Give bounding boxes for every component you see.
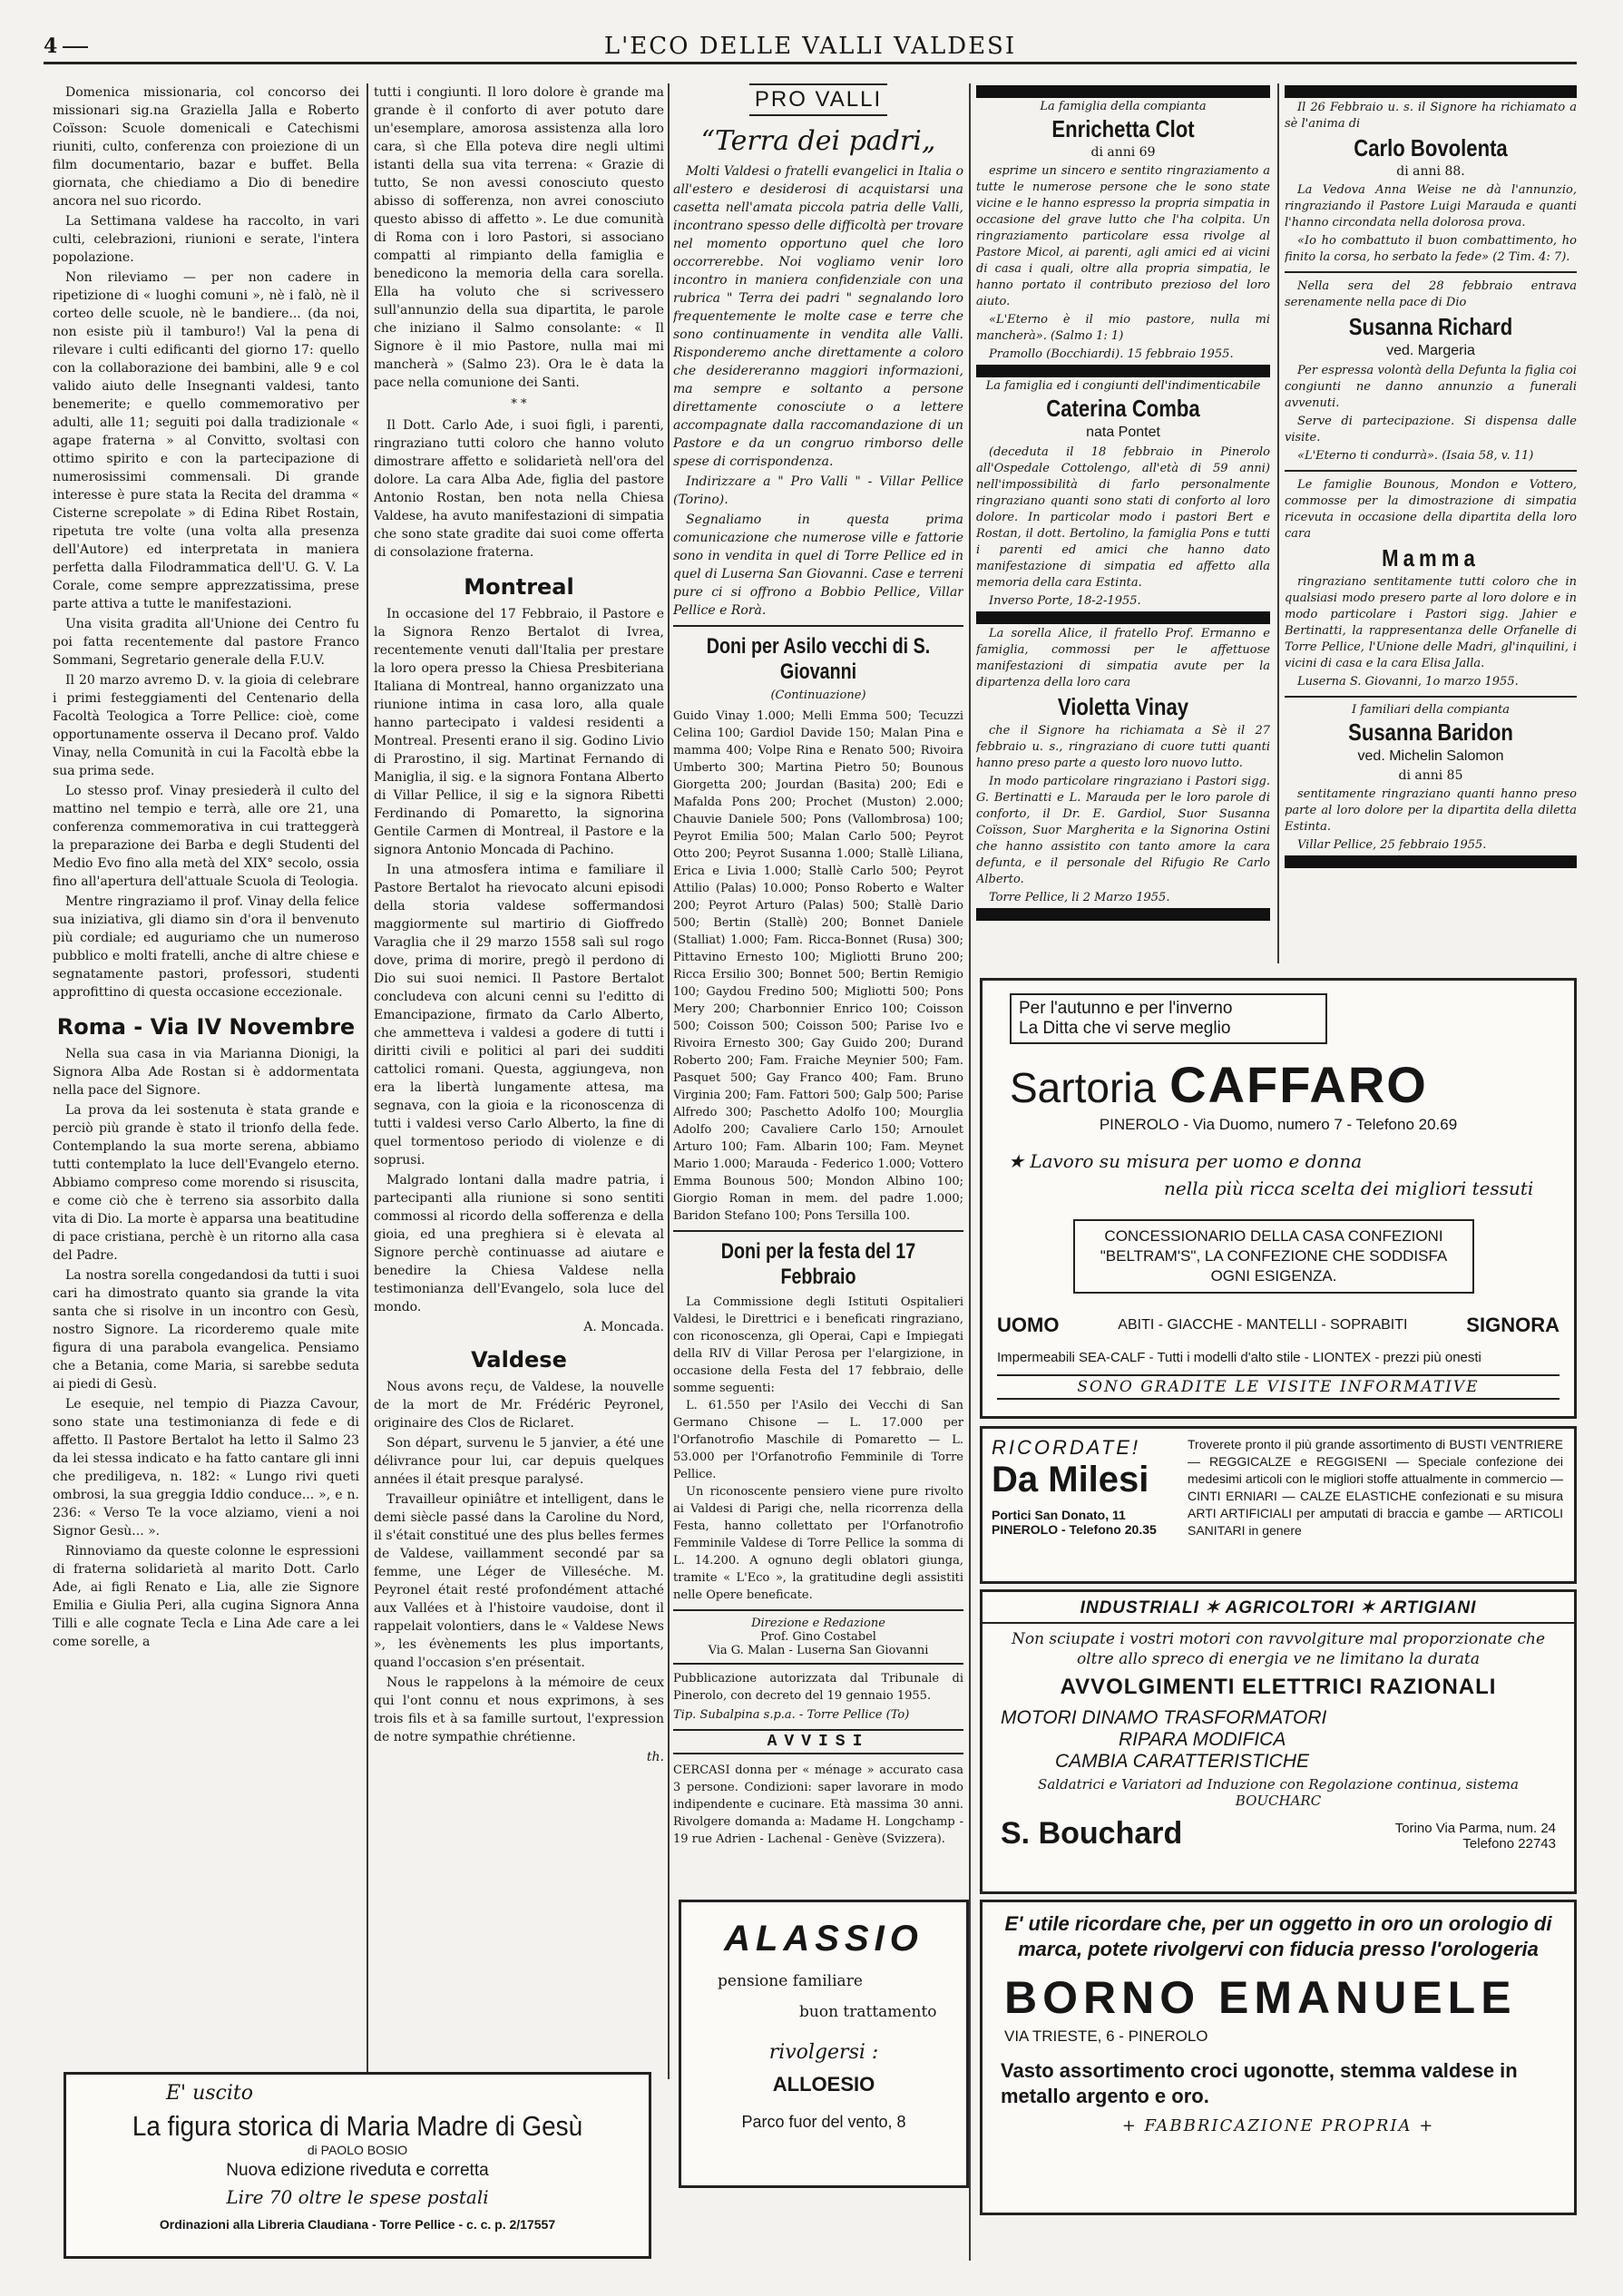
obituary-border [1285, 855, 1577, 868]
ad-alassio-line: buon trattamento [799, 2003, 937, 2021]
obituary-text: In modo particolare ringraziano i Pastori sigg. G. Bertinatti e L. Marauda per le loro parole di conforto, il Dr. E. Gardiol, Suor Susanna Coïsson, Suor Margherita e la Signorina Ostini che hanno assistito con tanto amore la cara defunta, e il personale del Rifugio Re Carlo Alberto. [976, 775, 1270, 886]
ad-borno-footer: + FABBRICAZIONE PROPRIA + [1121, 2116, 1435, 2135]
ad-alassio [679, 1900, 969, 2188]
column-rule [668, 83, 670, 2079]
obituary-text: sentitamente ringraziano quanti hanno preso parte al loro dolore per la dipartita della diletta Estinta. [1285, 787, 1577, 834]
ad-milesi-reminder: RICORDATE! [992, 1436, 1141, 1459]
article-paragraph: La nostra sorella congedandosi da tutti i suoi cari ha dimostrato quanto sia grande la vita santa che si risolve in un incontro con Gesù, nostro Signore. La ricorderemo quale mite figura di una parabola evangelica. Pensiamo che a Betania, come Maria, si sarebbe seduta ai piedi di Gesù. [53, 1268, 359, 1392]
direction-address: Via G. Malan - Luserna San Giovanni [708, 1644, 929, 1657]
obituary-age: di anni 69 [1090, 145, 1156, 160]
article-paragraph: Molti Valdesi o fratelli evangelici in Italia o all'estero e desiderosi di acquistarsi una casetta nell'amata piccola patria delle Valli, incontrano spesso delle difficoltà per trovare nel momento opportuno quel che loro occorrerebbe. Noi vogliamo venir loro incontro in maniera confidenziale con una rubrica " Terra dei padri " segnalando loro frequentemente le molte case e terre che sono continuamente in vendita alle Valli. Risponderemo anche direttamente a coloro che desidereranno maggiori informazioni, ma sempre e soltanto a persone direttamente conosciute o a lettere accompagnate dalla raccomandazione di un Pastore e da un congruo rimborso delle spese di corrispondenza. [673, 164, 963, 469]
obituaries-column-a [976, 83, 1270, 963]
ad-borno-emanuele [980, 1900, 1577, 2215]
obituary-age: di anni 88. [1396, 164, 1465, 179]
obituary-place: Villar Pellice, 25 febbraio 1955. [1297, 838, 1487, 852]
article-paragraph: In occasione del 17 Febbraio, il Pastore e la Signora Renzo Bertalot di Ivrea, recentemente venuti dall'Italia per prestare la loro opera presso la Chiesa Presbiteriana Italiana di Montreal, hanno organizzato una riunione intima in casa loro, alla quale hanno partecipato i valdesi residenti a Montreal. Presenti erano il sig. Godino Livio di Prarostino, il sig. Martinat Fernando di Maniglia, il sig. e la signora Fontana Alberto di Villar Pellice, il sig e la signora Ribetti Ferdinando di Pomaretto, la signorina Gentile Carmen di Montreal, il Pastore e la signora Antonio Moncada di Pachino. [374, 607, 664, 857]
ad-category-signora: SIGNORA [1466, 1314, 1559, 1336]
article-paragraph: Domenica missionaria, col concorso dei missionari sig.na Graziella Jalla e Roberto Coïsson: Scuole domenicali e Catechismi riuniti, culto, conferenza con proiezione di un film documentario, bazar e buffet. Bella giornata, che chiediamo a Dio di benedire ancora nel suo ricordo. [53, 85, 359, 209]
obituary-name: Carlo Bovolenta [1354, 134, 1508, 161]
ad-bouchard-line: MOTORI DINAMO TRASFORMATORI [1001, 1707, 1327, 1728]
obituary-maiden-name: ved. Margeria [1386, 343, 1475, 358]
article-paragraph: tutti i congiunti. Il loro dolore è grande ma grande è il conforto di aver potuto dare un'esemplare, amorosa assistenza alla loro cara, sì che Ella poteva dire negli ultimi istanti della sua vita terrena: « Grazie di tutto, Se non avessi conosciuto questo abisso di sofferenza, non avrei conosciuto questo abisso di affetto ». Le due comunità di Roma con i loro Pastori, si associano compatti al rimpianto della famiglia e benedicono la memoria della cara sorella. Ella ha voluto che si scrivessero sull'annunzio della sua dipartita, le parole che iniziano il Salmo consolante: « Il Signore è il mio Pastore, nulla mai mi mancherà » (Salmo 23). Ora le è data la pace nella comunione dei Santi. [374, 85, 664, 390]
section-heading-doni-asilo: Doni per Asilo vecchi di S. Giovanni [706, 634, 931, 684]
obituary-border [976, 908, 1270, 921]
column-rule [1277, 83, 1279, 963]
obituary-border [976, 85, 1270, 98]
ad-book-title: La figura storica di Maria Madre di Gesù [132, 2110, 583, 2142]
ad-milesi-text: Troverete pronto il più grande assortimento di BUSTI VENTRIERE — REGGICALZE e REGGISENI — Speciale confezione dei medesimi articoli con le migliori stoffe attualmente in commercio — CINTI ERNIARI — CALZE ELASTICHE confezionati e su misura ARTI ARTIFICIALI per amputati di braccia e gambe — ARTICOLI SANITARI in genere [1188, 1437, 1563, 1538]
column-2 [374, 83, 664, 2066]
publication-authorization: Pubblicazione autorizzata dal Tribunale di Pinerolo, con decreto del 19 gennaio 1955. [673, 1672, 963, 1703]
ad-bouchard [980, 1589, 1577, 1894]
article-paragraph: Travailleur opiniâtre et intelligent, dans le demi siècle passé dans la Caroline du Nord, il s'était constitué une des plus belles fermes de Valdese, vaillamment secondé par sa femme, une Léger de Villeséche. M. Peyronel était resté profondément attaché aux Vallées et à l'histoire vaudoise, dont il rappelait volontiers, dans le « Valdese News », les évènements les plus importants, quand l'occasion s'en présentait. [374, 1492, 664, 1670]
obituary-text: Nella sera del 28 febbraio entrava serenamente nella pace di Dio [1285, 279, 1577, 309]
ad-slogan: ★ Lavoro su misura per uomo e donna [1008, 1150, 1363, 1172]
obituary-text: Il 26 Febbraio u. s. il Signore ha richiamato a sè l'anima di [1285, 101, 1577, 131]
obituary-place: Inverso Porte, 18-2-1955. [989, 594, 1141, 608]
obituary-name: Mamma [1382, 544, 1480, 572]
column-rule [367, 83, 368, 2079]
obituary-name: Violetta Vinay [1057, 693, 1189, 720]
pro-valli-kicker: PRO VALLI [749, 83, 887, 116]
ad-borno-footer-text: FABBRICAZIONE PROPRIA [1144, 2116, 1413, 2135]
ad-fabrics: Impermeabili SEA-CALF - Tutti i modelli d'alto stile - LIONTEX - prezzi più onesti [997, 1350, 1481, 1365]
article-paragraph: Un riconoscente pensiero viene pure rivolto ai Valdesi di Parigi che, nella ricorrenza della Festa, hanno collettato per l'Orfanotrofio Femminile Valdese di Torre Pellice la somma di L. 14.200. A ognuno degli oblatori giunga, tramite « L'Eco », la gratitudine degli assistiti nelle Opere beneficate. [673, 1485, 963, 1602]
page-number: 4 [44, 34, 88, 58]
ad-bouchard-address [1395, 1821, 1556, 1851]
obituary-maiden-name: ved. Michelin Salomon [1357, 748, 1504, 764]
ad-alassio-address: Parco fuor del vento, 8 [741, 2113, 906, 2131]
ad-brand-prefix: Sartoria [1010, 1064, 1157, 1111]
obituary-border [976, 365, 1270, 377]
ad-bouchard-name: S. Bouchard [1001, 1816, 1183, 1851]
ad-bouchard-line: CAMBIA CARATTERISTICHE [1055, 1751, 1310, 1772]
ad-milesi-name: Da Milesi [992, 1460, 1149, 1500]
obituary-border [976, 611, 1270, 624]
divider [1285, 271, 1577, 273]
obituaries-column-b [1285, 83, 1577, 963]
column-1 [53, 83, 359, 2066]
obituary-text: La sorella Alice, il fratello Prof. Ermanno e famiglia, commossi per le affettuose manifestazioni di simpatia avute per la dipartenza della loro cara [976, 627, 1270, 689]
article-paragraph: Le esequie, nel tempio di Piazza Cavour, sono state una testimonianza di fede e di affetto. Il Pastore Bertalot ha letto il Salmo 23 da lei stessa indicato e ha fatto cantare gli inni che prediligeva, n. 182: « Lungo rivi queti ombrosi, la sua greggia Iddio conduce... », e n. 236: « Verso Te la voce alziamo, vieni a noi Signor Gesù... ». [53, 1397, 359, 1539]
article-paragraph: Una visita gradita all'Unione dei Centro fu poi fatta recentemente dal pastore Franco Sommani, Segretario generale della F.U.V. [53, 617, 359, 668]
newspaper-title: L'ECO DELLE VALLI VALDESI [603, 33, 1017, 60]
obituary-place: Luserna S. Giovanni, 1o marzo 1955. [1297, 675, 1519, 689]
article-paragraph: La Commissione degli Istituti Ospitalieri Valdesi, le Direttrici e i beneficati ringraziano, con riconoscenza, gli Operai, Capi e Impiegati della RIV di Villar Perosa per l'elargizione, in occasione della Festa del 17 febbraio, delle somme seguenti: [673, 1295, 963, 1395]
obituary-label: La famiglia ed i congiunti dell'indimenticabile [985, 379, 1261, 393]
ad-footer: SONO GRADITE LE VISITE INFORMATIVE [997, 1374, 1559, 1400]
article-paragraph: Mentre ringraziamo il prof. Vinay della felice sua iniziativa, gli diamo sin d'ora il benvenuto più cordiale; ed auguriamo che un numeroso pubblico e molti fratelli, anche di altre chiese e segnatamente pastori, professori, studenti approfittino di questa occasione eccezionale. [53, 894, 359, 1000]
obituary-name: Susanna Richard [1348, 313, 1513, 340]
section-heading-doni-festa: Doni per la festa del 17 Febbraio [720, 1239, 916, 1289]
article-paragraph: Il Dott. Carlo Ade, i suoi figli, i parenti, ringraziano tutti coloro che hanno voluto dimostrare affetto e solidarietà nell'ora del dolore. La cara Alba Ade, figlia del pastore Antonio Rostan, ben nota nella Chiesa Valdese, ha avuto manifestazioni di simpatia che sono state gradite dai suoi come offerta di consolazione fraterna. [374, 418, 664, 560]
ad-category-uomo: UOMO [997, 1314, 1060, 1336]
article-paragraph: Nous avons reçu, de Valdese, la nouvelle de la mort de Mr. Frédéric Peyronel, originaire des Clos de Riclaret. [374, 1380, 664, 1431]
ad-category-items: ABITI - GIACCHE - MANTELLI - SOPRABITI [1118, 1317, 1408, 1333]
obituary-quote: «L'Eterno ti condurrà». (Isaia 58, v. 11) [1297, 449, 1534, 463]
ad-milesi-address: Portici San Donato, 11 [992, 1508, 1126, 1522]
ad-tagline: La Ditta che vi serve meglio [1019, 1019, 1231, 1038]
ad-slogan-text: Lavoro su misura per uomo e donna [1030, 1150, 1363, 1172]
ad-bouchard-intro: Non sciupate i vostri motori con ravvolgiture mal proporzionate che oltre allo spreco di energia ve ne limitano la durata [1011, 1630, 1546, 1668]
obituary-quote: «Io ho combattuto il buon combattimento, ho finito la corsa, ho serbato la fede» (2 Tim. 4: 7). [1285, 234, 1577, 264]
divider [673, 625, 963, 627]
article-paragraph: Rinnoviamo da queste colonne le espressioni di fraterna solidarietà al marito Dott. Carlo Ade, ai figli Renato e Lia, alle zie Signore Emilia e Giulia Peri, alla cugina Signora Anna Tilli e alle cognate Tecla e Lina Ade care a lei come sorelle, a [53, 1544, 359, 1649]
ad-book-price: Lire 70 oltre le spese postali [226, 2186, 489, 2208]
obituary-text: Per espressa volontà della Defunta la figlia coi congiunti ne danno annunzio a funerali avvenuti. [1285, 364, 1577, 410]
column-rule [969, 83, 971, 2261]
ad-alassio-contact-label: rivolgersi : [768, 2041, 879, 2064]
article-paragraph: La Settimana valdese ha raccolto, in vari culti, celebrazioni, riunioni e serate, l'intera popolazione. [53, 214, 359, 265]
page-header [44, 27, 1577, 64]
divider [1285, 470, 1577, 472]
obituary-label: I familiari della compianta [1351, 703, 1511, 717]
article-signature: A. Moncada. [583, 1320, 664, 1334]
pro-valli-title: “Terra dei padri„ [700, 125, 936, 157]
ad-bouchard-footer [1001, 1816, 1556, 1851]
ad-brand [1010, 1055, 1574, 1114]
ad-sartoria-caffaro [980, 978, 1577, 1419]
article-paragraph: Indirizzare a " Pro Valli " - Villar Pellice (Torino). [673, 474, 963, 507]
article-paragraph: La prova da lei sostenuta è stata grande e perciò più grande è stato il trionfo della fede. Contemplando la sua morte serena, abbiamo tutti contemplato la luce dell'Evangelo eterno. Abbiamo compreso come morendo si risuscita, e come ciò che è terreno sia assorbito dalla vita di Dio. La morte è apparsa una beatitudine di pace cristiana, perchè è un ritorno alla casa del Padre. [53, 1103, 359, 1263]
ad-bouchard-audience: INDUSTRIALI ✶ AGRICOLTORI ✶ ARTIGIANI [983, 1597, 1574, 1624]
ad-tagline: Per l'autunno e per l'inverno [1019, 999, 1233, 1018]
article-paragraph: Il 20 marzo avremo D. v. la gioia di celebrare i primi festeggiamenti del Centenario della Facoltà Teologica a Torre Pellice: cioè, come opportunamente osserva il Decano prof. Valdo Vinay, nella Comunità in cui la Facoltà ebbe la sua prima sede. [53, 673, 359, 778]
printer-line: Tip. Subalpina s.p.a. - Torre Pellice (To) [673, 1708, 910, 1722]
article-paragraph: In una atmosfera intima e familiare il Pastore Bertalot ha rievocato alcuni episodi della storia valdese soffermandosi maggiormente sul martirio di Gioffredo Varaglia che il 29 marzo 1558 salì sul rogo dove, prima di morire, pregò il perdono di Dio sui suoi nemici. Il Pastore Bertalot concludeva con alcuni cenni su l'editto di Emancipazione, firmato da Carlo Alberto, che ammetteva i valdesi a godere di tutti i diritti civili e politici al pari dei sudditi cattolici romani. Questa, aggiungeva, non era la libertà lungamente attesa, ma segnava, con la gioia e la riconoscenza di tutti i valdesi verso Carlo Alberto, la fine di quel tormentoso periodo di violenze e di soprusi. [374, 863, 664, 1168]
section-heading-valdese: Valdese [471, 1347, 567, 1373]
ad-book-edition: Nuova edizione riveduta e corretta [226, 2161, 489, 2180]
section-heading-montreal: Montreal [464, 574, 574, 600]
article-paragraph: Lo stesso prof. Vinay presiederà il culto del mattino nel tempio e terrà, alle ore 21, una conferenza commemorativa in cui tratteggerà la preparazione dei Barba e degli Studenti del Medio Evo fino alla metà del XIX° secolo, ossia fino all'apertura dell'attuale Scuola di Teologia. [53, 784, 359, 889]
ad-alassio-line: pensione familiare [718, 1972, 863, 1990]
avvisi-heading: AVVISI [673, 1729, 963, 1754]
ad-milesi-address: PINEROLO - Telefono 20.35 [992, 1522, 1157, 1537]
obituary-age: di anni 85 [1398, 768, 1463, 783]
article-paragraph: Nella sua casa in via Marianna Dionigi, la Signora Alba Ade Rostan si è addormentata nella pace del Signore. [53, 1047, 359, 1098]
ad-bouchard-line: Saldatrici e Variatori ad Induzione con Regolazione continua, sistema BOUCHARC [1038, 1776, 1519, 1809]
ad-alassio-name: ALASSIO [724, 1919, 924, 1959]
obituary-border [1285, 85, 1577, 98]
obituary-name: Enrichetta Clot [1051, 115, 1195, 142]
ad-milesi-brand [992, 1436, 1182, 1537]
ad-categories [997, 1314, 1559, 1337]
divider [673, 1230, 963, 1232]
pro-valli-header [673, 83, 963, 157]
article-paragraph: Nous le rappelons à la mémoire de ceux qui l'ont connu et nous exprimons, à ses trois fils et à sa famille surtout, l'expression de notre sympathie chrétienne. [374, 1676, 664, 1744]
article-paragraph: Son départ, survenu le 5 janvier, a été une délivrance pour lui, car depuis quelques années il était presque paralysé. [374, 1436, 664, 1487]
ad-book-kicker: E' uscito [166, 2082, 254, 2105]
article-paragraph: Segnaliamo in questa prima comunicazione che numerose ville e fattorie sono in vendita in quel di Torre Pellice ed in quel di Luserna San Giovanni. Case e terreni pure ci si offrono a Bobbio Pellice, Villar Pellice e Rorà. [673, 513, 963, 618]
obituary-place: Pramollo (Bocchiardi). 15 febbraio 1955. [989, 347, 1234, 361]
ad-borno-address: VIA TRIESTE, 6 - PINEROLO [1004, 2027, 1208, 2045]
ad-bouchard-headline: AVVOLGIMENTI ELETTRICI RAZIONALI [1060, 1675, 1497, 1699]
divider [1285, 696, 1577, 698]
ad-bouchard-address-line: Torino Via Parma, num. 24 [1394, 1821, 1556, 1836]
ad-da-milesi [980, 1426, 1577, 1584]
ad-address: PINEROLO - Via Duomo, numero 7 - Telefono 20.69 [1099, 1116, 1458, 1133]
ad-tagline-box [1010, 993, 1327, 1044]
article-paragraph: Non rileviamo — per non cadere in ripetizione di « luoghi comuni », nè i falò, nè il corteo delle scuole, nè le bandiere... (da noi, non esiste più il tamburo!) Val la pena di rilevare i culti edificanti del giorno 17: quello con la collaborazione dei bambini, alle 9 e col valido aiuto delle Insegnanti valdesi, tanto benemerite; e quello commemorativo per adulti, alle 11; seguiti poi dalla tradizionale « agape fraterna » al Convitto, svoltasi con ottimo spirito e con la partecipazione di numerosissimi commensali. Di grande interesse è pure stata la Recita del dramma « Cisterne screpolate » di Edina Ribet Rostain, ripetuta tre volte (una volta alla presenza dell'Autore) ed interpretata in maniera perfetta dalla Filodrammatica dell'U. G. V. La Corale, come sempre apprezzatissima, prese parte attiva a tutte le manifestazioni. [53, 270, 359, 611]
obituary-name: Caterina Comba [1046, 395, 1200, 422]
ad-brand-name: CAFFARO [1169, 1056, 1428, 1113]
obituary-label: La famiglia della compianta [1040, 100, 1207, 113]
ad-bouchard-line: RIPARA MODIFICA [1119, 1729, 1286, 1750]
obituary-name: Susanna Baridon [1348, 718, 1513, 746]
ad-bouchard-address-line: Telefono 22743 [1462, 1836, 1556, 1851]
classified-ad: CERCASI donna per « ménage » accurato casa 3 persone. Condizioni: saper lavorare in modo indipendente e cucinare. Età massima 30 anni. Rivolgere domanda a: Madame H. Longchamp - 19 rue Adrien - Lachenal - Genève (Svizzera). [673, 1764, 963, 1846]
column-3 [673, 83, 963, 1966]
separator-stars: * * [511, 397, 527, 411]
ad-book-maria [64, 2072, 651, 2259]
obituary-text: esprime un sincero e sentito ringraziamento a tutte le numerose persone che le sono state vicine e le hanno espresso la propria simpatia in occasione del grave lutto che l'ha colpita. Un ringraziamento particolare essa rivolge al Pastore Micol, ai parenti, agli amici ed ai vicini di casa i quali, oltre alla propria simpatia, le hanno portato il contributo prezioso del loro aiuto. [976, 164, 1270, 308]
article-signature: th. [646, 1750, 664, 1764]
obituary-text: La Vedova Anna Weise ne dà l'annunzio, ringraziando il Pastore Luigi Marauda e quanti l'hanno circondata nella dolorosa prova. [1285, 183, 1577, 230]
ad-borno-name: BORNO EMANUELE [1004, 1972, 1517, 2023]
obituary-text: Serve di partecipazione. Si dispensa dalle visite. [1285, 415, 1577, 445]
obituary-text: ringraziano sentitamente tutti coloro che in qualsiasi modo presero parte al loro dolore e in modo particolare i Pastori sigg. Jahier e Bertinatti, la rappresentanza delle Orfanelle di Torre Pellice, l'Unione delle Madri, gl'inquilini, i vicini di casa e la cara Elisa Jalla. [1285, 575, 1577, 670]
donations-list: Guido Vinay 1.000; Melli Emma 500; Tecuzzi Celina 100; Gardiol Davide 150; Malan Pina e mamma 400; Volpe Rina e Renato 500; Rivoira Umberto 300; Martina Pietro 50; Bounous Giorgetta 200; Jourdan (Basita) 200; Edi e Mafalda Pons 200; Prochet (Muston) 2.000; Chauvie Daniele 500; Pons (Vallombrosa) 100; Peyrot Emilia 500; Malan Carlo 500; Peyrot Otto 200; Peyrot Susanna 1.000; Stallè Liliana, Erica e Livia 1.000; Stallè Carlo 500; Peyrot Attilio (Palas) 10.000; Ponso Roberto e Walter 200; Peyrot Arturo (Palas) 500; Stallè Dario 500; Bertin (Stallè) 200; Bonnet Daniele (Stalliat) 1.000; Fam. Ricca-Bonnet (Rusa) 300; Pittavino Ernesto 100; Migliotti Bruno 200; Ricca Ersilio 300; Bonnet 500; Bertin Remigio 100; Gaydou Fredino 500; Migliotti 500; Pons Mery 200; Charbonnier Enrico 100; Coisson 500; Coisson 500; Coisson 500; Parise Ivo e Rivoira Ernesto 300; Gay Guido 200; Durand Roberto 200; Fam. Fraiche Meynier 500; Fam. Pasquet 500; Gay Franco 400; Fam. Bruno Virginia 200; Fam. Fattori 500; Galp 500; Parise Alfredo 300; Paschetto Adolfo 100; Mourglia Adolfo 200; Cavaliere Carlo 150; Arnoulet Arturo 100; Fam. Albarin 100; Fam. Meynet Mario 1.000; Marauda - Federico 1.000; Vottero Emma Bounous 500; Mondon Albino 100; Giorgio Roman in mem. del padre 1.000; Baridon Stefano 100; Pons Tersilla 100. [673, 709, 963, 1223]
obituary-maiden-name: nata Pontet [1086, 425, 1160, 440]
obituary-text: che il Signore ha richiamata a Sè il 27 febbraio u. s., ringraziano di cuore tutti quanti hanno preso parte a questo loro nuovo lutto. [976, 724, 1270, 770]
obituary-text: (deceduta il 18 febbraio in Pinerolo all'Ospedale Cottolengo, all'età di 59 anni) nell'impossibilità di farlo personalmente ringraziano quanti sono stati di conforto al loro dolore. In particolar modo i pastori Bert e Rostan, il dott. Bertolino, la famiglia Pons e tutti i parenti ed amici che hanno dato manifestazione di simpatia ed affetto alla memoria della cara Estinta. [976, 445, 1270, 590]
article-paragraph: Malgrado lontani dalla madre patria, i partecipanti alla riunione si sono sentiti commossi al ricordo della sofferenza e della gioia, ed una preghiera si è elevata al Signore perchè continuasse ad aiutare e benedire la Chiesa Valdese nella testimonianza dell'Evangelo, sola luce del mondo. [374, 1173, 664, 1314]
obituary-text: Le famiglie Bounous, Mondon e Vottero, commosse per la dimostrazione di simpatia ricevuta in occasione della dipartita della loro cara [1285, 478, 1577, 541]
ad-book-order: Ordinazioni alla Libreria Claudiana - Torre Pellice - c. c. p. 2/17557 [159, 2217, 556, 2232]
obituary-place: Torre Pellice, li 2 Marzo 1955. [989, 891, 1170, 904]
divider [673, 1609, 963, 1611]
direction-name: Prof. Gino Costabel [760, 1630, 876, 1644]
obituary-quote: «L'Eterno è il mio pastore, nulla mi mancherà». (Salmo 1: 1) [976, 313, 1270, 343]
ad-alassio-contact-name: ALLOESIO [772, 2073, 875, 2096]
ad-book-author: di PAOLO BOSIO [307, 2143, 408, 2157]
ad-borno-intro: E' utile ricordare che, per un oggetto in oro un orologio di marca, potete rivolgervi con fiducia presso l'orologeria [1004, 1912, 1552, 1960]
direction-label: Direzione e Redazione [751, 1617, 885, 1630]
section-subheading: (Continuazione) [770, 689, 866, 702]
ad-borno-assortment: Vasto assortimento croci ugonotte, stemma valdese in metallo argento e oro. [1001, 2059, 1518, 2107]
ad-slogan: nella più ricca scelta dei migliori tessuti [1164, 1177, 1534, 1199]
article-paragraph: L. 61.550 per l'Asilo dei Vecchi di San Germano Chisone — L. 17.000 per l'Orfanotrofio Maschile di Pomaretto — L. 53.000 per l'Orfanotrofio Femminile di Torre Pellice. [673, 1399, 963, 1481]
divider [673, 1663, 963, 1665]
section-heading-roma: Roma - Via IV Novembre [56, 1014, 356, 1040]
ad-concession: CONCESSIONARIO DELLA CASA CONFEZIONI "BELTRAM'S", LA CONFEZIONE CHE SODDISFA OGNI ESIGENZA. [1073, 1219, 1474, 1294]
